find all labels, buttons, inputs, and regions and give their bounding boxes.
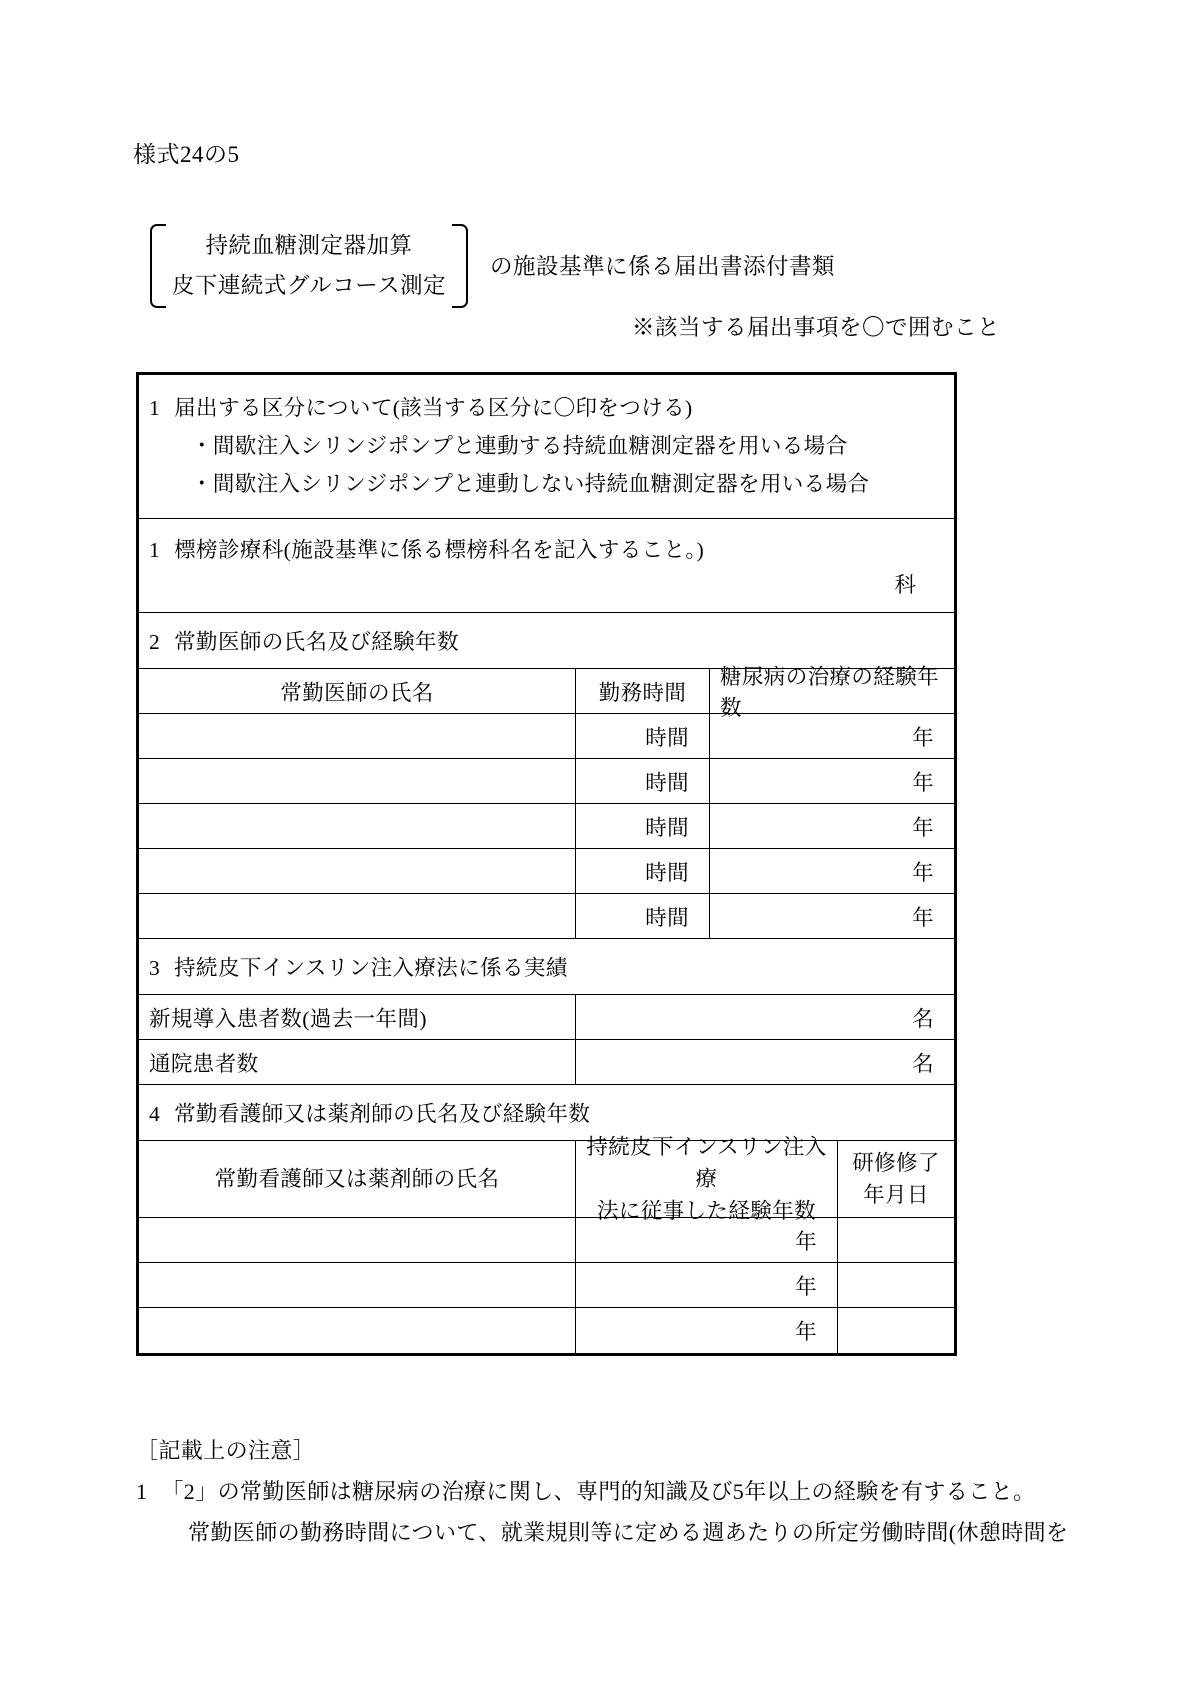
footer-notes [136,1430,1136,1553]
nurses-table-header [139,1135,954,1223]
section-nurses [139,1085,954,1141]
title-suffix: の施設基準に係る届出書添付書類 [490,254,836,279]
form-number: 様式24の5 [133,142,240,167]
nurse-name-field[interactable] [139,1218,576,1262]
circle-instruction-note: ※該当する届出事項を〇で囲むこと [632,315,1001,340]
title-block [150,224,835,308]
doctor-hours-unit[interactable]: 時間 [576,714,710,758]
title-line-1: 持続血糖測定器加算 [205,233,413,258]
section-nurses-number: 4 [149,1102,161,1126]
section-results-title: 持続皮下インスリン注入療法に係る実績 [174,956,568,980]
notes-title: ［記載上の注意］ [136,1438,316,1463]
doctor-years-unit[interactable]: 年 [912,725,934,750]
nurses-col-training-date-line1: 研修修了 [852,1151,940,1175]
title-line-2: 皮下連続式グルコース測定 [171,273,447,298]
section-nurses-heading [149,1097,944,1128]
section-results-heading [149,951,944,982]
classification-option-2[interactable]: ・間歇注入シリンジポンプと連動しない持続血糖測定器を用いる場合 [191,472,870,496]
results-row-outpatients [139,1040,954,1085]
nurse-training-date-field[interactable] [838,1308,954,1353]
doctors-col-hours: 勤務時間 [576,669,710,713]
doctor-years-unit[interactable]: 年 [912,905,934,930]
doctor-name-field[interactable] [139,849,576,893]
doctor-name-field[interactable] [139,759,576,803]
section-department-title: 標榜診療科(施設基準に係る標榜科名を記入すること。) [174,538,705,562]
nurses-col-training-date-line2: 年月日 [863,1183,929,1207]
doctors-table-row [139,714,954,759]
nurse-name-field[interactable] [139,1308,576,1353]
section-department [139,519,954,613]
section-classification-title: 届出する区分について(該当する区分に〇印をつける) [174,396,693,420]
section-doctors-heading [149,625,944,656]
doctors-col-name: 常勤医師の氏名 [139,669,576,713]
nurse-training-date-field[interactable] [838,1263,954,1307]
doctor-name-field[interactable] [139,894,576,938]
classification-option-1[interactable]: ・間歇注入シリンジポンプと連動する持続血糖測定器を用いる場合 [191,434,848,458]
nurses-table-row [139,1308,954,1353]
doctor-hours-unit[interactable]: 時間 [576,759,710,803]
nurse-experience-unit[interactable]: 年 [576,1308,838,1353]
doctors-table-row [139,804,954,849]
nurse-experience-unit[interactable]: 年 [576,1218,838,1262]
section-results-number: 3 [149,956,161,980]
main-form-table [136,372,957,1356]
note-item-1-continuation: 常勤医師の勤務時間について、就業規則等に定める週あたりの所定労働時間(休憩時間を [188,1520,1069,1545]
doctor-hours-unit[interactable]: 時間 [576,804,710,848]
nurses-col-training-date [838,1141,954,1217]
doctors-table-row [139,894,954,939]
nurse-training-date-field[interactable] [838,1218,954,1262]
outpatients-label: 通院患者数 [139,1040,576,1084]
doctor-name-field[interactable] [139,714,576,758]
results-row-new-patients [139,995,954,1040]
new-patients-label: 新規導入患者数(過去一年間) [139,995,576,1039]
section-doctors-title: 常勤医師の氏名及び経験年数 [174,630,459,654]
nurses-table-row [139,1218,954,1263]
doctor-hours-unit[interactable]: 時間 [576,894,710,938]
section-classification-heading [149,389,944,427]
note-item-1 [136,1471,1136,1512]
nurses-table-row [139,1263,954,1308]
nurse-name-field[interactable] [139,1263,576,1307]
section-department-heading [149,532,944,568]
section-department-number: 1 [149,538,161,562]
doctors-table-header [139,665,954,720]
section-classification-number: 1 [149,396,161,420]
section-doctors-number: 2 [149,630,161,654]
nurses-col-name: 常勤看護師又は薬剤師の氏名 [139,1141,576,1217]
doctor-years-unit[interactable]: 年 [912,860,934,885]
new-patients-unit[interactable]: 名 [912,1006,934,1031]
doctor-years-unit[interactable]: 年 [912,770,934,795]
nurses-col-experience [576,1135,838,1223]
doctors-table-row [139,849,954,894]
doctor-hours-unit[interactable]: 時間 [576,849,710,893]
doctors-table-row [139,759,954,804]
section-classification [139,375,954,519]
doctor-name-field[interactable] [139,804,576,848]
section-results [139,939,954,995]
nurses-col-experience-line2: 法に従事した経験年数 [596,1199,816,1223]
department-unit-label: 科 [894,573,916,597]
doctors-col-years: 糖尿病の治療の経験年数 [720,665,940,720]
section-nurses-title: 常勤看護師又は薬剤師の氏名及び経験年数 [174,1102,591,1126]
title-brace-box [150,224,468,308]
note-item-1-number: 1 [136,1479,148,1504]
nurses-col-experience-line1: 持続皮下インスリン注入療 [586,1135,827,1191]
outpatients-unit[interactable]: 名 [912,1051,934,1076]
nurse-experience-unit[interactable]: 年 [576,1263,838,1307]
doctor-years-unit[interactable]: 年 [912,815,934,840]
note-item-1-line1: 「2」の常勤医師は糖尿病の治療に関し、専門的知識及び5年以上の経験を有すること。 [161,1479,1036,1504]
